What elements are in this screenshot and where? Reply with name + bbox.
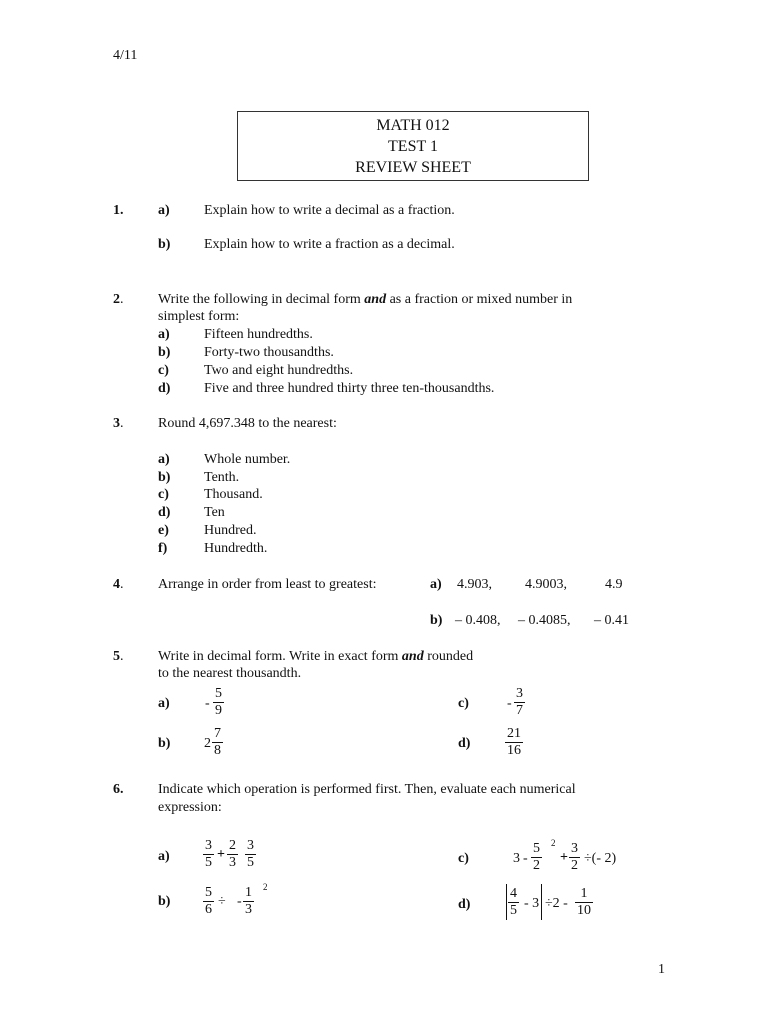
q2-d-text: Five and three hundred thirty three ten-thousandths.: [204, 381, 495, 396]
q5-b-whole: 2: [204, 736, 211, 751]
q6-a-plus: +: [217, 847, 225, 862]
q5-c-numerator: 3: [516, 686, 523, 701]
q1-number: 1.: [113, 203, 124, 218]
title-course: MATH 012: [376, 117, 450, 134]
q6-c-fraction-2: [569, 841, 580, 874]
q6-a-fraction-3: [245, 838, 256, 871]
q6-a-f2-numerator: 2: [229, 838, 236, 853]
q2-c-label: c): [158, 363, 169, 378]
q4-a-value-3: 4.9: [605, 577, 623, 592]
q6-d-abs-bar-left: [506, 884, 507, 920]
q5-number: 5.: [113, 649, 124, 664]
page-date: 4/11: [113, 48, 138, 63]
q6-b-exponent: 2: [263, 882, 268, 892]
q6-c-label: c): [458, 851, 469, 866]
q1-a-text: Explain how to write a decimal as a fraction.: [204, 203, 455, 218]
q5-d-denominator: 16: [507, 743, 521, 758]
q3-c-text: Thousand.: [204, 487, 263, 502]
q5-a-denominator: 9: [215, 703, 222, 718]
q3-e-text: Hundred.: [204, 523, 257, 538]
q6-b-f1-numerator: 5: [205, 885, 212, 900]
q6-d-minus-three: - 3: [524, 896, 540, 911]
q1-b-label: b): [158, 237, 171, 252]
q3-a-text: Whole number.: [204, 452, 291, 467]
q2-number: 2.: [113, 292, 124, 307]
q3-a-label: a): [158, 452, 170, 467]
q3-c-label: c): [158, 487, 169, 502]
q2-b-text: Forty-two thousandths.: [204, 345, 334, 360]
title-test: TEST 1: [388, 138, 438, 155]
q2-b-label: b): [158, 345, 171, 360]
q4-b-value-2: – 0.4085,: [518, 613, 571, 628]
q5-b-denominator: 8: [214, 743, 221, 758]
q5-a-fraction: [213, 686, 224, 719]
q3-f-label: f): [158, 541, 168, 556]
q5-a-numerator: 5: [215, 686, 222, 701]
q5-a-label: a): [158, 696, 170, 711]
q6-intro-line2: expression:: [158, 800, 222, 815]
q1-a-label: a): [158, 203, 170, 218]
q4-a-value-1: 4.903,: [457, 577, 492, 592]
q6-c-plus: +: [560, 850, 568, 865]
q6-d-f1-denominator: 5: [510, 903, 517, 918]
q6-c-tail: ÷(- 2): [584, 851, 617, 866]
q6-a-f1-denominator: 5: [205, 855, 212, 870]
q6-d-fraction-2: [575, 886, 593, 919]
q6-c-f2-denominator: 2: [571, 858, 578, 873]
q6-a-f1-numerator: 3: [205, 838, 212, 853]
title-sheet: REVIEW SHEET: [355, 159, 471, 176]
q2-a-label: a): [158, 327, 170, 342]
q2-intro: Write the following in decimal form and as a fraction or mixed number in: [158, 292, 573, 307]
q6-d-f2-denominator: 10: [577, 903, 591, 918]
q6-b-divide: ÷: [218, 894, 226, 909]
q6-d-fraction-1: [508, 886, 519, 919]
q5-c-denominator: 7: [516, 703, 523, 718]
q6-b-f2-denominator: 3: [245, 902, 252, 917]
q5-b-label: b): [158, 736, 171, 751]
q6-b-f1-denominator: 6: [205, 902, 212, 917]
q6-b-fraction-1: [203, 885, 214, 918]
q5-c-fraction: [514, 686, 525, 719]
q6-d-f2-numerator: 1: [580, 886, 588, 901]
q6-c-exponent: 2: [551, 838, 556, 848]
q5-c-sign: -: [507, 696, 512, 711]
q4-b-label: b): [430, 613, 443, 628]
q4-a-label: a): [430, 577, 442, 592]
q4-b-value-3: – 0.41: [594, 613, 629, 628]
q6-a-fraction-1: [203, 838, 214, 871]
q3-f-text: Hundredth.: [204, 541, 268, 556]
q6-c-f1-numerator: 5: [533, 841, 540, 856]
q5-d-fraction: [505, 726, 523, 759]
q6-d-abs-bar-right: [541, 884, 542, 920]
q6-a-f2-denominator: 3: [229, 855, 236, 870]
q5-b-fraction: [212, 726, 223, 759]
q6-a-label: a): [158, 849, 170, 864]
q5-d-label: d): [458, 736, 471, 751]
q2-d-label: d): [158, 381, 171, 396]
q6-d-label: d): [458, 897, 471, 912]
q6-c-f2-numerator: 3: [571, 841, 578, 856]
q5-intro: Write in decimal form. Write in exact form and rounded: [158, 649, 474, 664]
q6-c-f1-denominator: 2: [533, 858, 540, 873]
q5-intro-line2: to the nearest thousandth.: [158, 666, 302, 681]
q5-c-label: c): [458, 696, 469, 711]
q6-number: 6.: [113, 782, 124, 797]
q2-intro-line2: simplest form:: [158, 309, 240, 324]
title-box: [237, 111, 589, 181]
q5-a-sign: -: [205, 696, 210, 711]
q3-e-label: e): [158, 523, 169, 538]
q5-d-numerator: 21: [507, 726, 521, 741]
q4-intro: Arrange in order from least to greatest:: [158, 577, 377, 592]
q6-b-f2-numerator: 1: [245, 885, 252, 900]
q3-number: 3.: [113, 416, 124, 431]
q1-b-text: Explain how to write a fraction as a decimal.: [204, 237, 455, 252]
q3-b-label: b): [158, 470, 171, 485]
q6-b-minus: -: [237, 894, 242, 909]
page-number: 1: [658, 962, 665, 977]
q6-c-fraction-1: [531, 841, 542, 874]
q4-a-value-2: 4.9003,: [525, 577, 567, 592]
q6-b-fraction-2: [243, 885, 254, 918]
q2-c-text: Two and eight hundredths.: [204, 363, 354, 378]
q3-d-text: Ten: [204, 505, 225, 520]
q3-b-text: Tenth.: [204, 470, 240, 485]
q4-b-value-1: – 0.408,: [455, 613, 501, 628]
q5-b-numerator: 7: [214, 726, 221, 741]
q2-a-text: Fifteen hundredths.: [204, 327, 313, 342]
q3-intro: Round 4,697.348 to the nearest:: [158, 416, 337, 431]
q6-d-f1-numerator: 4: [510, 886, 517, 901]
q6-c-minus: -: [523, 851, 528, 866]
q6-intro: Indicate which operation is performed first. Then, evaluate each numerical: [158, 782, 576, 797]
q3-d-label: d): [158, 505, 171, 520]
q6-a-f3-denominator: 5: [247, 855, 254, 870]
q6-a-fraction-2: [227, 838, 238, 871]
q6-c-three: 3: [513, 851, 520, 866]
q4-number: 4.: [113, 577, 124, 592]
q6-b-label: b): [158, 894, 171, 909]
q6-d-divide: ÷2 -: [545, 896, 568, 911]
q6-a-f3-numerator: 3: [247, 838, 254, 853]
